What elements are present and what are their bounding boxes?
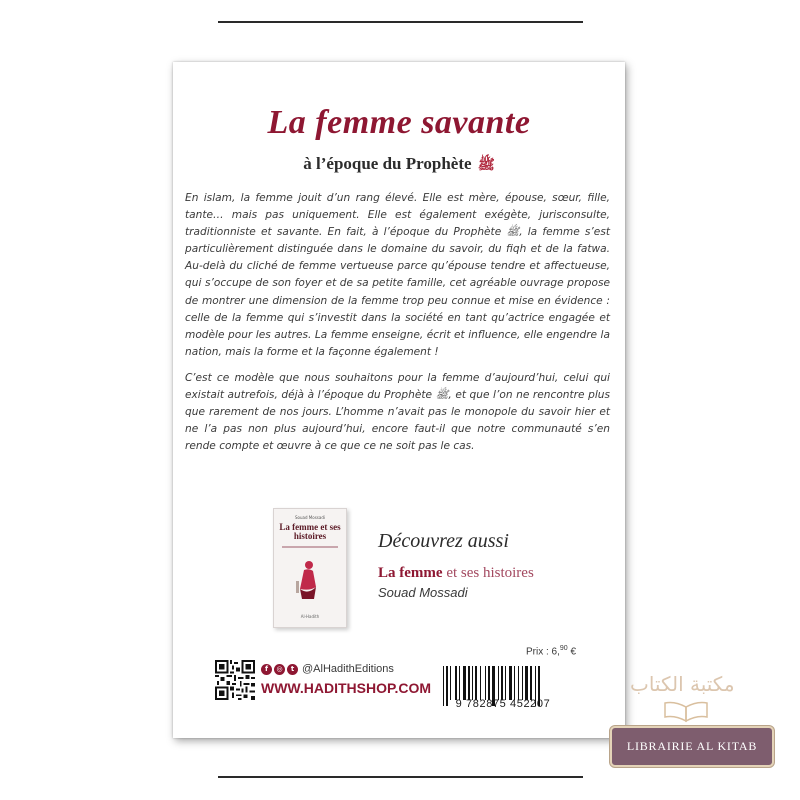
facebook-icon: f [261,664,272,675]
related-book-title-part1: La femme [378,565,443,581]
related-book-title-part2: et ses histoires [446,565,534,581]
librairie-badge: LIBRAIRIE AL KITAB [610,726,774,767]
thumb-author: Souad Mossadi [295,515,325,520]
isbn-number: 9 782875 452207 [455,698,551,710]
thumb-divider [282,546,338,548]
thumb-publisher: Al-Hadith [300,614,320,619]
instagram-icon: ◎ [274,664,285,675]
price-label [526,645,576,657]
related-book-author: Souad Mossadi [378,585,468,600]
social-links [261,663,394,675]
related-book-cover [273,508,347,628]
social-handle: @AlHadithEditions [302,663,394,675]
thumb-title: La femme et ses histoires [279,522,341,541]
subtitle-text: à l’époque du Prophète [303,154,472,173]
price-main: Prix : 6, [526,646,560,658]
related-book-title [378,565,534,582]
website-url: WWW.HADITHSHOP.COM [261,680,432,696]
blurb [185,190,610,464]
top-divider [218,21,583,23]
price-cents: 90 [559,645,568,652]
price-currency: € [567,646,577,658]
watermark-arabic-text: مكتبة الكتاب [630,672,735,696]
honorific-glyph: ﷺ [477,158,495,173]
bottom-divider [218,776,583,778]
open-book-icon [663,695,709,725]
discover-heading: Découvrez aussi [378,530,509,552]
woman-figure-illustration [292,559,322,603]
twitter-icon: t [287,664,298,675]
book-back-cover [173,62,625,738]
book-title: La femme savante [267,104,531,141]
blurb-paragraph-1: En islam, la femme jouit d’un rang élevé. Elle est mère, épouse, sœur, fille, tante… mais pas uniquement. Elle est également exégète, jurisconsulte, traditionniste et savante. En fait, à l’époque du Prophète ﷺ, la femme s’est particulièrement distinguée dans le domaine du savoir, du fiqh et de la fatwa. Au-delà du cliché de femme vertueuse parce qu’épouse tendre et affectueuse, qui s’occupe de son foyer et de sa petite famille, cet agréable ouvrage propose de montrer une dimension de la femme trop peu connue et mise en évidence : celle de la femme qui s’investit dans la société en tant qu’actrice engagée et modèle pour les autres. La femme enseigne, écrit et influence, elle engendre la nation, mais la forme et la façonne également ! [185,192,610,358]
qr-code-icon [215,660,255,700]
book-subtitle [173,154,625,176]
blurb-paragraph-2: C’est ce modèle que nous souhaitons pour la femme d’aujourd’hui, celui qui existait autrefois, déjà à l’époque du Prophète ﷺ, et que l’on ne rencontre plus que rarement de nos jours. L’homme n’avait pas le monopole du savoir hier et ne l’a pas non plus aujourd’hui, encore faut-il que notre communauté s’en rende compte et œuvre à ce que ce ne soit pas le cas. [185,371,610,453]
